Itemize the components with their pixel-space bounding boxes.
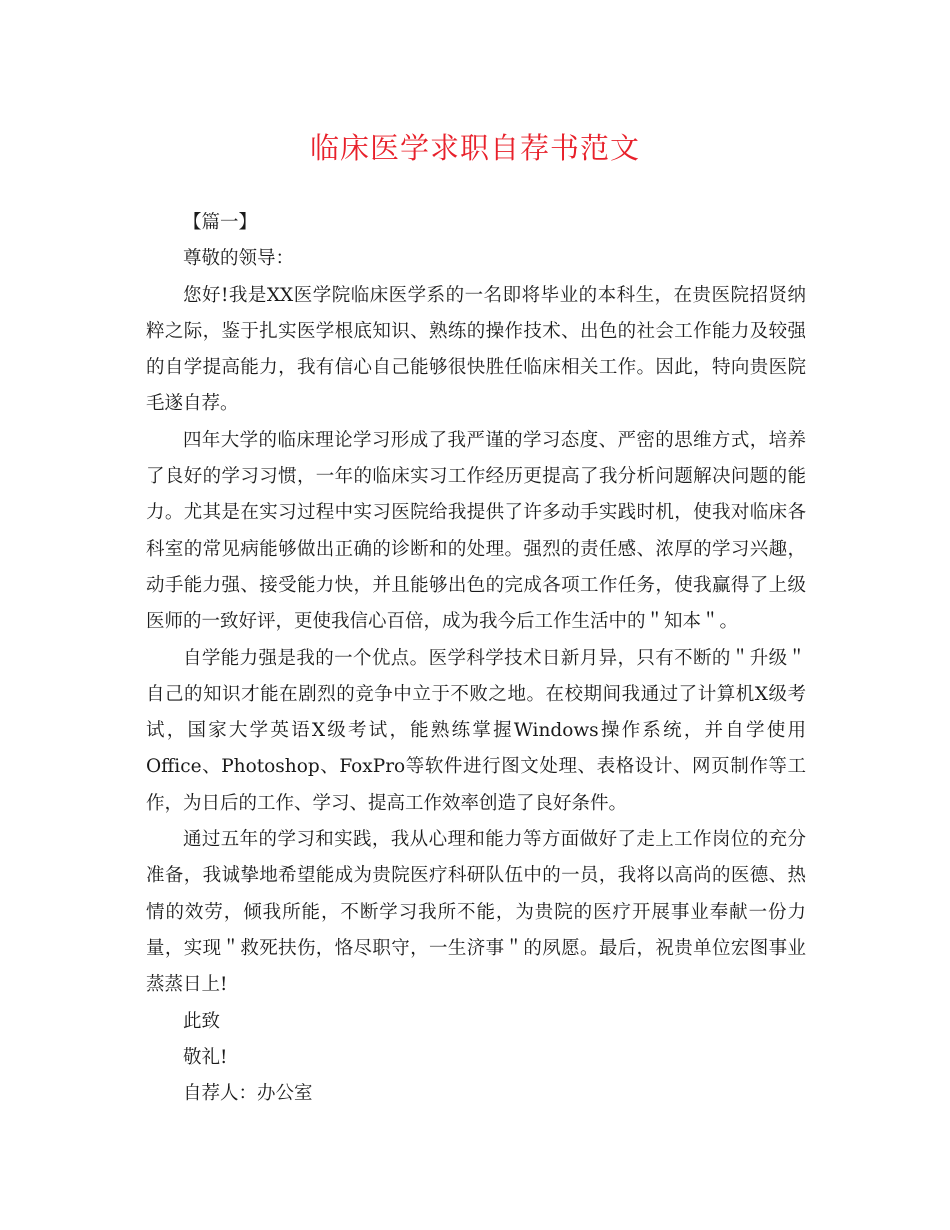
paragraph-2: 四年大学的临床理论学习形成了我严谨的学习态度、严密的思维方式，培养了良好的学习习惯，一年的临床实习工作经历更提高了我分析问题解决问题的能力。尤其是在实习过程中实习医院给我提供了许多动手实践时机，使我对临床各科室的常见病能够做出正确的诊断和的处理。强烈的责任感、浓厚的学习兴趣，动手能力强、接受能力快，并且能够出色的完成各项工作任务，使我赢得了上级医师的一致好评，更使我信心百倍，成为我今后工作生活中的＂知本＂。 [146, 429, 806, 633]
signature-line: 自荐人：办公室 [183, 1083, 313, 1105]
document-body [146, 205, 806, 1112]
paragraph-3: 自学能力强是我的一个优点。医学科学技术日新月异，只有不断的＂升级＂自己的知识才能在剧烈的竞争中立于不败之地。在校期间我通过了计算机X级考试，国家大学英语X级考试，能熟练掌握Windows操作系统，并自学使用Office、Photoshop、FoxPro等软件进行图文处理、表格设计、网页制作等工作，为日后的工作、学习、提高工作效率创造了良好条件。 [146, 647, 806, 814]
document-title: 临床医学求职自荐书范文 [309, 131, 640, 165]
salutation: 尊敬的领导： [183, 248, 295, 270]
closing-line-1: 此致 [183, 1010, 221, 1032]
closing-line-2: 敬礼! [183, 1046, 228, 1068]
section-label: 【篇一】 [183, 212, 258, 233]
paragraph-4: 通过五年的学习和实践，我从心理和能力等方面做好了走上工作岗位的充分准备，我诚挚地希望能成为贵院医疗科研队伍中的一员，我将以高尚的医德、热情的效劳，倾我所能，不断学习我所不能，为贵院的医疗开展事业奉献一份力量，实现＂救死扶伤，恪尽职守，一生济事＂的夙愿。最后，祝贵单位宏图事业蒸蒸日上! [146, 829, 806, 996]
paragraph-1: 您好!我是XX医学院临床医学系的一名即将毕业的本科生，在贵医院招贤纳粹之际，鉴于扎实医学根底知识、熟练的操作技术、出色的社会工作能力及较强的自学提高能力，我有信心自己能够很快胜任临床相关工作。因此，特向贵医院毛遂自荐。 [146, 284, 806, 415]
